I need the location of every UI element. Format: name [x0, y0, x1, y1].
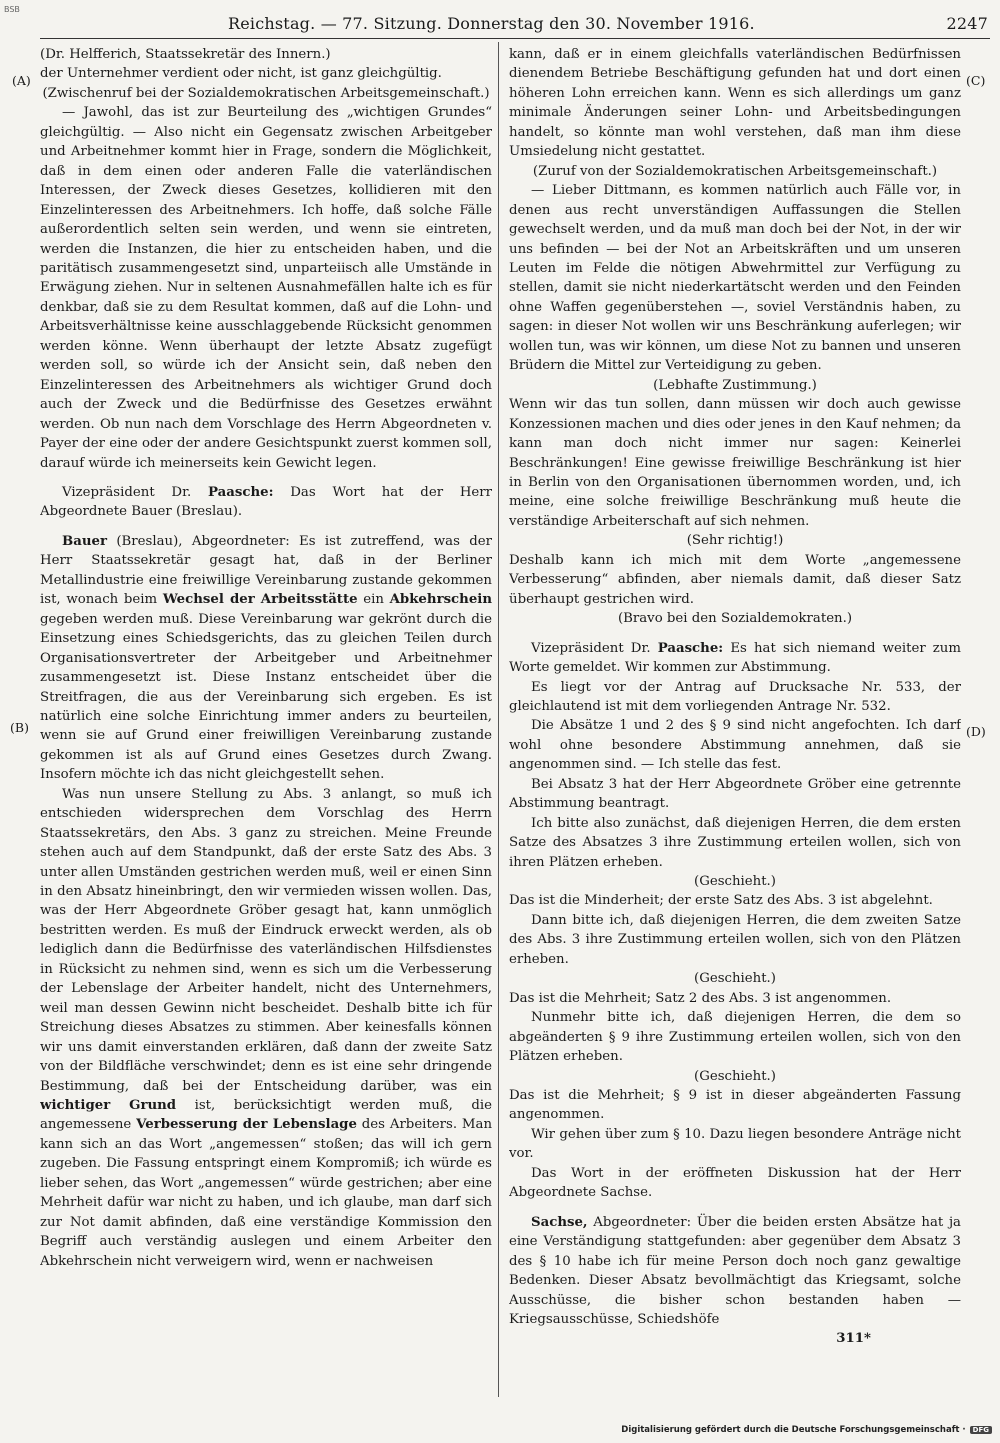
paragraph: Bei Absatz 3 hat der Herr Abgeordnete Gröber eine getrennte Abstimmung beantragt. — [509, 776, 961, 812]
running-header — [40, 10, 990, 32]
footer-text: Digitalisierung gefördert durch die Deutsche Forschungsgemeinschaft · — [621, 1425, 966, 1435]
paragraph: Wir gehen über zum § 10. Dazu liegen besondere Anträge nicht vor. — [509, 1126, 961, 1162]
paragraph: Das ist die Mehrheit; Satz 2 des Abs. 3 ist angenommen. — [509, 990, 892, 1006]
paragraph: Das ist die Mehrheit; § 9 ist in dieser abgeänderten Fassung angenommen. — [509, 1088, 961, 1123]
paragraph: — Lieber Dittmann, es kommen natürlich auch Fälle vor, in denen aus recht unverständigen Auffassungen die Stellen gewechselt werden, und da muß man doch bei der Not, in der wir uns befinden — bei der Not an Arbeitskräften und um unseren Leuten im Felde die nötigen Abwehrmittel zur Verfügung zu stellen, damit sie nicht niederkartätscht werden und den Feinden ohne Waffen gegenüberstehen —, soviel Verständnis haben, zu sagen: in dieser Not wollen wir uns Beschränkung auferlegen; wir wollen tun, was wir können, um diese Not zu bannen und unseren Brüdern die Mittel zur Verteidigung zu geben. — [509, 183, 961, 374]
text: ein — [357, 592, 390, 608]
paragraph: Dann bitte ich, daß diejenigen Herren, die dem zweiten Satze des Abs. 3 ihre Zustimmung erteilen wollen, sich von den Plätzen erheben. — [509, 912, 961, 967]
library-mark: BSB — [4, 5, 20, 14]
interjection: (Zuruf von der Sozialdemokratischen Arbeitsgemeinschaft.) — [532, 163, 938, 179]
paragraph: — Jawohl, das ist zur Beurteilung des „wichtigen Grundes“ gleichgültig. — Also nicht ein Gegensatz zwischen Arbeitgeber und Arbeitnehmer kommt hier in Frage, sondern die Möglichkeit, daß in dem einen oder anderen Falle die vaterländischen Interessen, der Zweck dieses Gesetzes, kollidieren mit den Einzelinteressen des Arbeitnehmers. Ich hoffe, daß solche Fälle außerordentlich selten sein werden, und wenn sie eintreten, werden die Instanzen, die hier zu entscheiden haben, und die paritätisch zusammengesetzt sind, unparteiisch alle Umstände in Erwägung ziehen. Nur in seltenen Ausnahmefällen halte ich es für denkbar, daß sie zu dem Resultat kommen, daß auf die Lohn- und Arbeitsverhältnisse keine ausschlaggebende Rücksicht genommen werden könne. Wenn überhaupt der letzte Absatz zugefügt werden soll, so würde ich der Ansicht sein, daß neben den Einzelinteressen des Arbeitnehmers als wichtiger Grund doch auch der Zweck und die Bedürfnisse des Gesetzes erwähnt werden. Ob nun nach dem Vorschlage des Herrn Abgeordneten v. Payer der eine oder der andere Gesichtspunkt zuerst kommen soll, darauf würde ich meinerseits kein Gewicht legen. — [40, 105, 492, 471]
text: gegeben werden muß. Diese Vereinbarung war gekrönt durch die Einsetzung eines Schiedsgerichts, das zu gleichen Teilen durch Organisationsvertreter der Arbeitgeber und Arbeitnehmer zusammengesetzt ist. Diese Instanz entscheidet über die Streitfragen, die aus der Vereinbarung sich ergeben. Es ist natürlich eine solche Einrichtung immer anders zu beurteilen, wenn sie auf Grund einer freiwilligen Vereinbarung zustande gekommen ist als auf Grund eines Gesetzes durch Zwang. Insofern möchte ich das nicht gleichgestellt sehen. — [40, 611, 492, 783]
page-number: 2247 — [946, 14, 988, 33]
paragraph — [509, 639, 961, 678]
paragraph — [40, 785, 492, 1271]
speaker-name: Paasche: — [657, 640, 724, 656]
text: Was nun unsere Stellung zu Abs. 3 anlangt, so muß ich entschieden widersprechen dem Vorschlag des Herrn Staatssekretärs, den Abs. 3 ganz zu streichen. Meine Freunde stehen auch auf dem Standpunkt, daß der erste Satz des Abs. 3 unter allen Umständen gestrichen werden muß, weil er einen Sinn in den Absatz hineinbringt, den wir vermieden wissen wollen. Das, was der Herr Abgeordnete Gröber gesagt hat, kann unmöglich bestritten werden. Es muß der Eindruck erweckt werden, als ob lediglich dann die Bedürfnisse des vaterländischen Hilfsdienstes in Rücksicht zu nehmen sind, wenn es sich um die Verbesserung der Lebenslage der Arbeiter handelt, nicht des Unternehmers, weil man dessen Gewinn nicht bescheidet. Deshalb bitte ich für Streichung dieses Absatzes zu stimmen. Aber keinesfalls können wir uns damit einverstanden erklären, daß dann der zweite Satz von der Bildfläche verschwindet; denn es ist eine sehr dringende Bestimmung, daß bei der Entscheidung darüber, was ein — [40, 786, 492, 1094]
emphasis: Wechsel der Arbeitsstätte — [162, 592, 358, 608]
paragraph — [40, 483, 492, 522]
left-column — [40, 45, 492, 1397]
speaker-name: Sachse, — [531, 1214, 588, 1230]
paragraph: Das ist die Minderheit; der erste Satz des Abs. 3 ist abgelehnt. — [509, 893, 933, 909]
interjection: (Bravo bei den Sozialdemokraten.) — [617, 611, 853, 627]
paragraph: Ich bitte also zunächst, daß diejenigen Herren, die dem ersten Satze des Absatzes 3 ihre Zustimmung erteilen wollen, sich von ihren Plätzen erheben. — [509, 815, 961, 870]
interjection: (Sehr richtig!) — [686, 533, 784, 549]
paragraph: Deshalb kann ich mich mit dem Worte „angemessene Verbesserung“ abfinden, aber niemals damit, daß dieser Satz überhaupt gestrichen wird. — [509, 552, 961, 607]
paragraph: Nunmehr bitte ich, daß diejenigen Herren, die dem so abgeänderten § 9 ihre Zustimmung erteilen wollen, sich von den Plätzen erheben. — [509, 1010, 961, 1065]
text: (Breslau), Abgeordneter: Es ist zutreffend, was der Herr Staatssekretär gesagt hat, daß in der Berliner Metallindustrie eine freiwillige Vereinbarung zustande gekommen ist, wonach beim — [40, 533, 492, 608]
paragraph — [40, 532, 492, 785]
speaker-name: Bauer — [62, 533, 107, 549]
paragraph: Wenn wir das tun sollen, dann müssen wir doch auch gewisse Konzessionen machen und dies oder jenes in den Kauf nehmen; da kann man doch nicht immer nur sagen: Keinerlei Beschränkungen! Eine gewisse freiwillige Beschränkung ist hier in Berlin von den Organisationen übernommen worden, und, ich meine, eine solche freiwillige Beschränkung muß heute die verständige Arbeiterschaft auf sich nehmen. — [509, 397, 961, 529]
right-column — [509, 45, 961, 1397]
footer-credit — [621, 1425, 992, 1435]
text: Es hat sich niemand weiter zum Worte gemeldet. Wir kommen zur Abstimmung. — [509, 640, 961, 676]
sheet-number: 311* — [836, 1331, 871, 1347]
text: Abgeordneter: Über die beiden ersten Absätze hat ja eine Verständigung stattgefunden: aber gegenüber dem Absatz 3 des § 10 habe ich für meine Person doch noch ganz gewaltige Bedenken. Dieser Absatz bevollmächtigt das Kriegsamt, solche Ausschüsse, die bisher schon bestanden haben — Kriegsausschüsse, Schiedshöfe — [509, 1214, 961, 1327]
paragraph: Das Wort in der eröffneten Diskussion hat der Herr Abgeordnete Sachse. — [509, 1165, 961, 1201]
emphasis: Verbesserung der Lebenslage — [136, 1117, 357, 1133]
paragraph — [509, 1213, 961, 1330]
paragraph: der Unternehmer verdient oder nicht, ist ganz gleichgültig. — [40, 66, 442, 82]
emphasis: Abkehrschein — [389, 592, 492, 608]
header-rule — [40, 38, 990, 39]
emphasis: wichtiger Grund — [40, 1098, 177, 1114]
margin-mark-b: (B) — [10, 720, 29, 735]
text: des Arbeiters. Man kann sich an das Wort „angemessen“ stoßen; das will ich gern zugeben. Die Fassung entspringt einem Kompromiß; ich würde es lieber sehen, das Wort „angemessen“ würde gestrichen; aber eine Mehrheit dafür war nicht zu haben, und ich glaube, man darf sich zur Not damit abfinden, daß eine verständige Kommission den Begriff auch verständig auslegen und einem Arbeiter den Abkehrschein nicht verweigern wird, wenn er nachweisen — [40, 1117, 492, 1269]
interjection: (Lebhafte Zustimmung.) — [653, 377, 817, 393]
margin-mark-a: (A) — [12, 73, 31, 88]
interjection: (Zwischenruf bei der Sozialdemokratischen Arbeitsgemeinschaft.) — [42, 85, 490, 101]
text: Das Wort hat der Herr Abgeordnete Bauer (Breslau). — [40, 484, 492, 520]
speaker-continuation: (Dr. Helfferich, Staatssekretär des Innern.) — [40, 47, 331, 62]
paragraph: kann, daß er in einem gleichfalls vaterländischen Bedürfnissen dienendem Betriebe Beschäftigung gefunden hat und dort einen höheren Lohn erreichen kann. Wenn es sich allerdings um ganz minimale Änderungen seiner Lohn- und Arbeitsbedingungen handelt, so könnte man wohl verstehen, daß man ihm diese Umsiedelung nicht gestattet. — [509, 47, 961, 160]
dfg-logo: DFG — [970, 1426, 992, 1434]
interjection: (Geschieht.) — [694, 874, 776, 890]
paragraph: Es liegt vor der Antrag auf Drucksache Nr. 533, der gleichlautend ist mit dem vorliegenden Antrage Nr. 532. — [509, 679, 961, 714]
speaker-name: Paasche: — [208, 484, 274, 500]
text: Vizepräsident Dr. — [62, 484, 208, 500]
column-divider — [498, 42, 499, 1397]
margin-mark-d: (D) — [966, 724, 986, 739]
running-title: Reichstag. — 77. Sitzung. Donnerstag den 30. November 1916. — [228, 14, 755, 33]
paragraph: Die Absätze 1 und 2 des § 9 sind nicht angefochten. Ich darf wohl ohne besondere Abstimmung annehmen, daß sie angenommen sind. — Ich stelle das fest. — [509, 718, 961, 773]
text: ist, berücksichtigt werden muß, die angemessene — [40, 1098, 492, 1133]
interjection: (Geschieht.) — [694, 971, 776, 987]
text: Vizepräsident Dr. — [531, 640, 658, 656]
margin-mark-c: (C) — [966, 73, 986, 88]
interjection: (Geschieht.) — [694, 1068, 776, 1084]
